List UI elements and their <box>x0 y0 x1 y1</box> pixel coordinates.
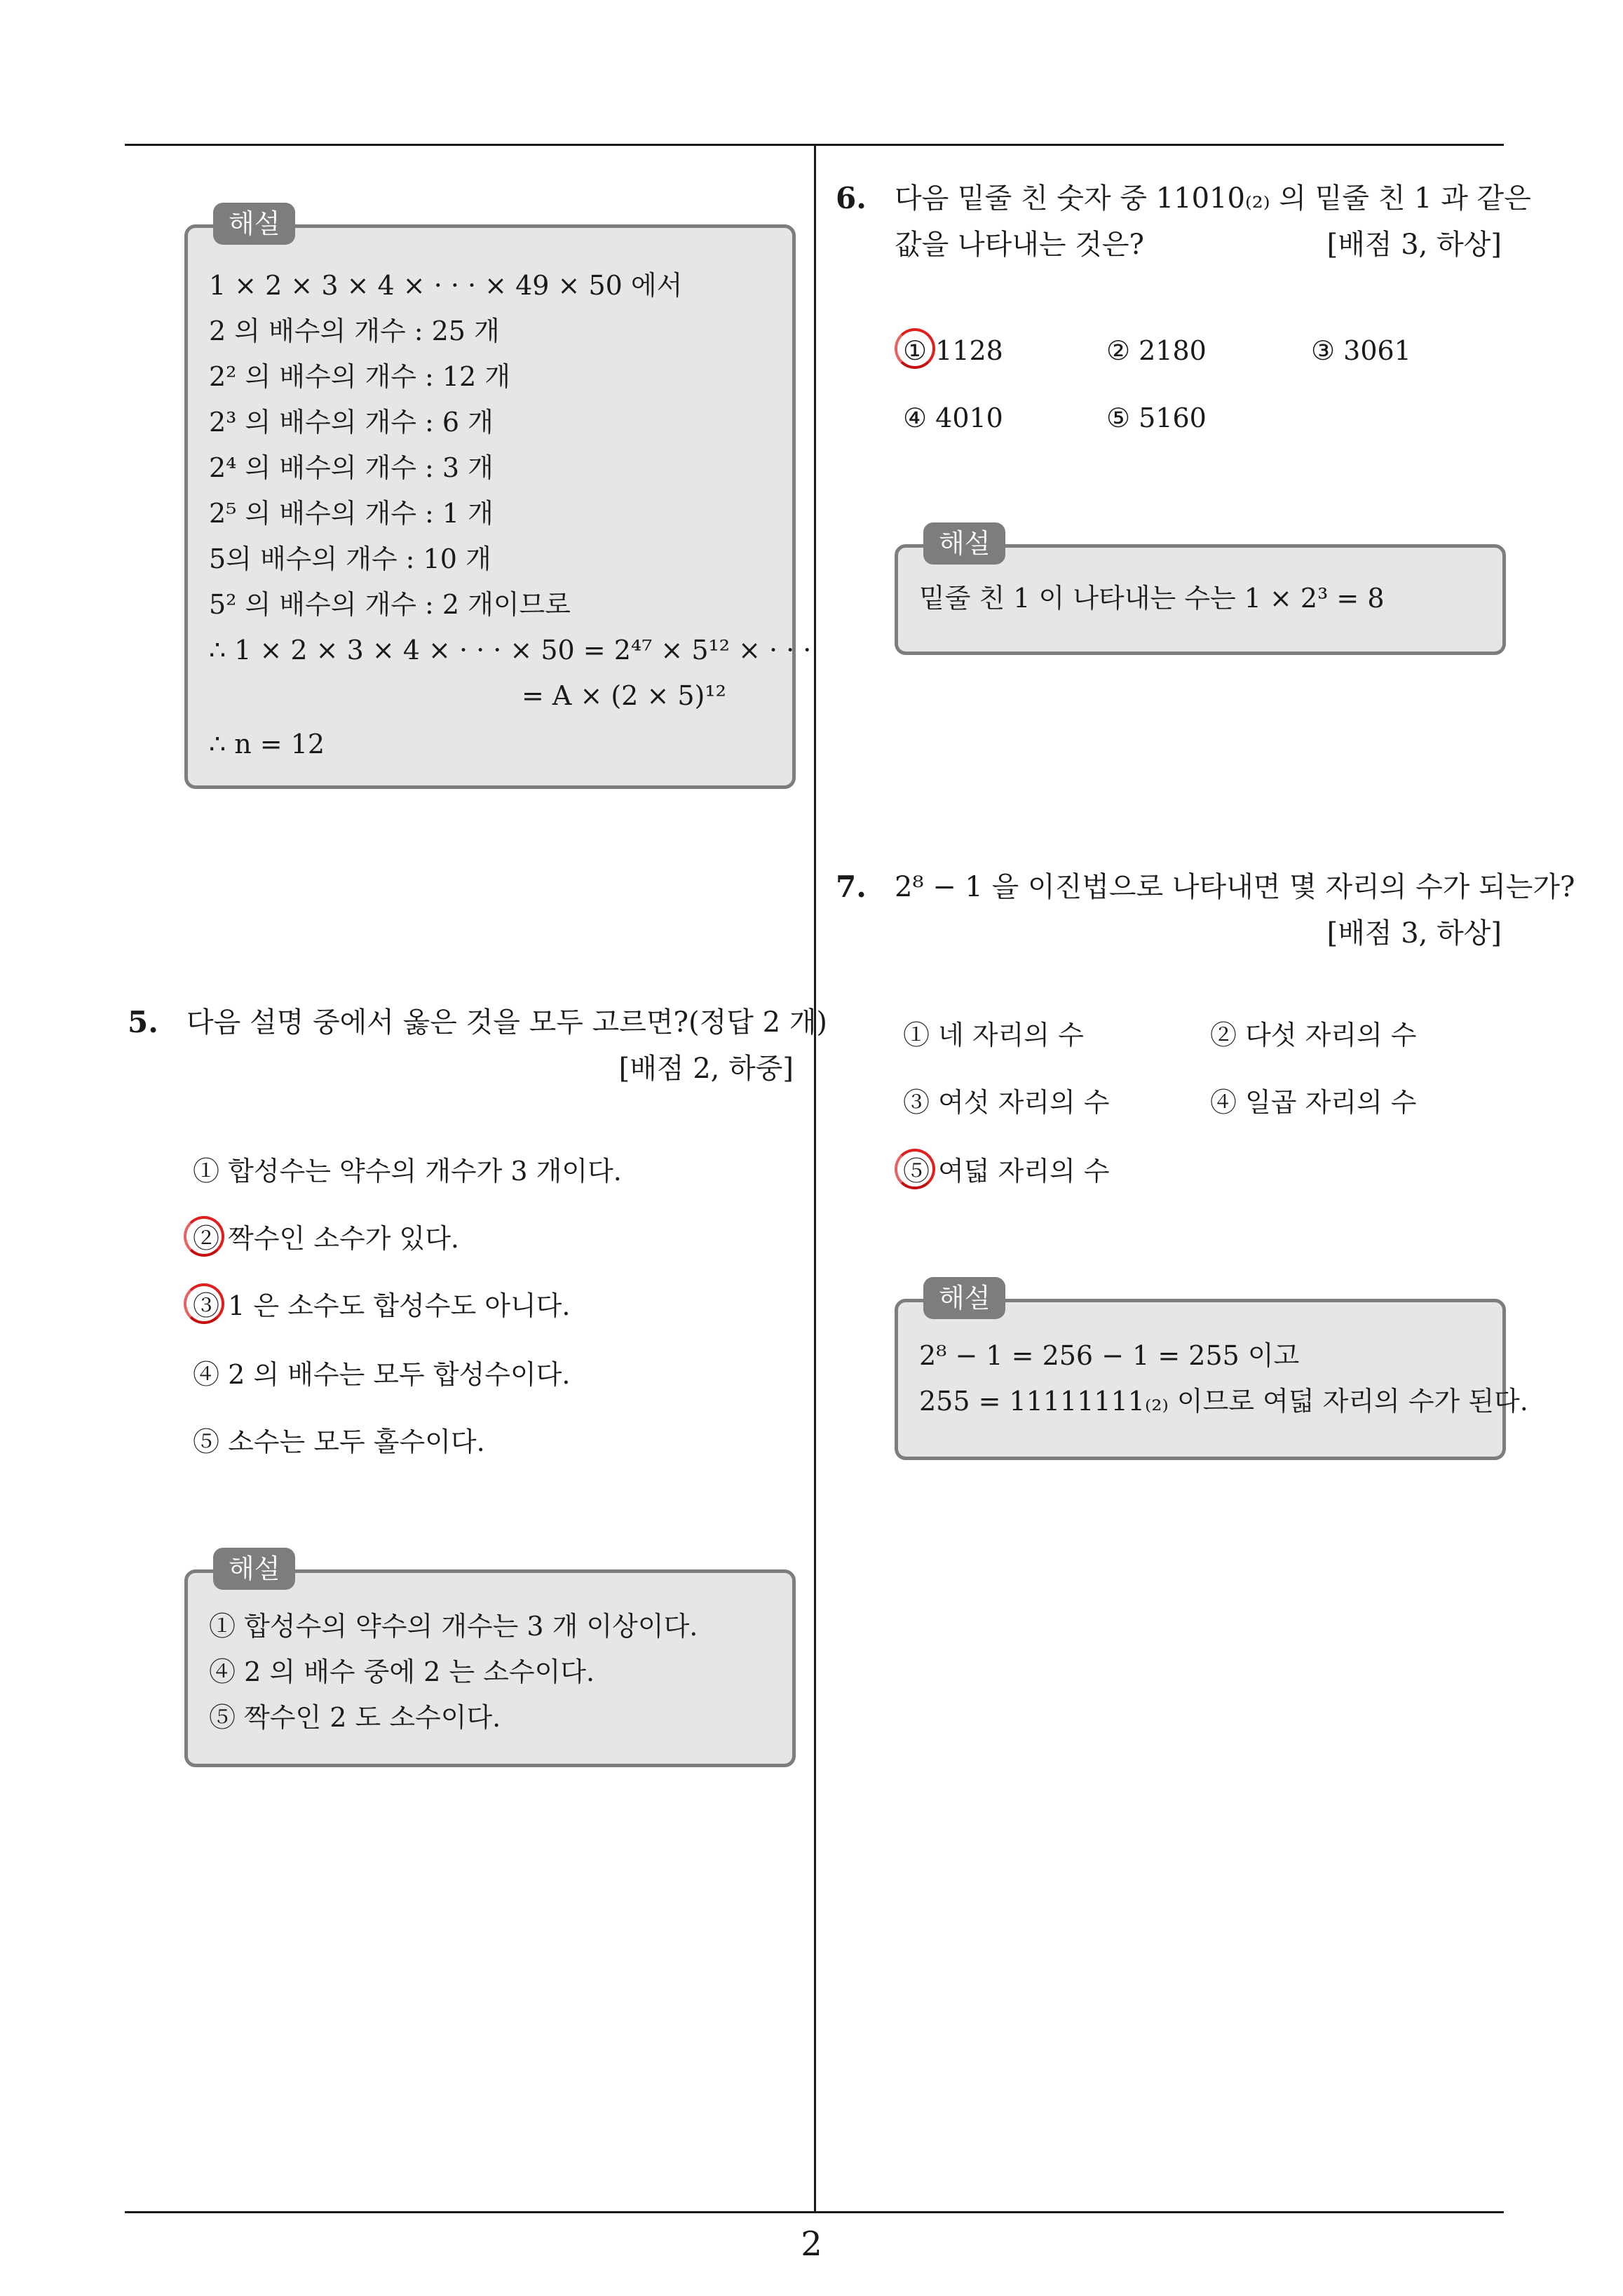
choice-1[interactable]: ① 합성수는 약수의 개수가 3 개이다. <box>193 1156 622 1187</box>
question-score: [배점 2, 하중] <box>618 1053 794 1085</box>
choice-5[interactable]: ⑤ 소수는 모두 홀수이다. <box>193 1426 485 1457</box>
explanation-box-q4 <box>184 208 812 789</box>
explanation-line: 1 × 2 × 3 × 4 × · · · × 49 × 50 에서 <box>209 270 683 301</box>
choice-4[interactable]: ④ 2 의 배수는 모두 합성수이다. <box>193 1359 571 1390</box>
explanation-line: ① 합성수의 약수의 개수는 3 개 이상이다. <box>209 1611 698 1642</box>
question-number: 7. <box>836 870 867 904</box>
explanation-label: 해설 <box>923 1277 1005 1319</box>
explanation-line: 2 의 배수의 개수 : 25 개 <box>209 316 500 346</box>
page-number: 2 <box>801 2224 822 2264</box>
choice-4[interactable]: ④ 일곱 자리의 수 <box>1210 1087 1417 1118</box>
explanation-line: 2⁴ 의 배수의 개수 : 3 개 <box>209 452 494 483</box>
explanation-line: 5² 의 배수의 개수 : 2 개이므로 <box>209 589 571 620</box>
explanation-box-q6 <box>895 528 1506 655</box>
explanation-line: 2³ 의 배수의 개수 : 6 개 <box>209 407 494 438</box>
question-number: 6. <box>836 181 867 215</box>
column-divider <box>814 144 816 2213</box>
explanation-label: 해설 <box>213 203 295 245</box>
explanation-line: = A × (2 × 5)¹² <box>522 680 726 711</box>
question-number: 5. <box>128 1005 158 1039</box>
explanation-line: 5의 배수의 개수 : 10 개 <box>209 543 491 574</box>
choice-3[interactable]: ③ 여섯 자리의 수 <box>903 1087 1110 1118</box>
question-text: 값을 나타내는 것은? <box>895 229 1144 261</box>
choice-1[interactable]: ① 네 자리의 수 <box>903 1020 1084 1051</box>
explanation-line: 255 = 11111111₍₂₎ 이므로 여덟 자리의 수가 된다. <box>919 1386 1528 1417</box>
choice-3[interactable]: ③ 3061 <box>1311 335 1411 366</box>
explanation-line: 2⁵ 의 배수의 개수 : 1 개 <box>209 498 494 529</box>
question-text: 다음 설명 중에서 옳은 것을 모두 고르면?(정답 2 개) <box>186 1006 827 1039</box>
choice-4[interactable]: ④ 4010 <box>903 403 1003 433</box>
question-text: 2⁸ − 1 을 이진법으로 나타내면 몇 자리의 수가 되는가? <box>895 871 1575 903</box>
explanation-label: 해설 <box>213 1548 295 1590</box>
question-text: 다음 밑줄 친 숫자 중 11010₍₂₎ 의 밑줄 친 1 과 같은 <box>895 182 1531 215</box>
choice-2[interactable]: ② 다섯 자리의 수 <box>1210 1020 1417 1051</box>
explanation-line: ⑤ 짝수인 2 도 소수이다. <box>209 1702 501 1733</box>
question-score: [배점 3, 하상] <box>1326 917 1502 950</box>
choice-1[interactable]: ① 1128 <box>903 335 1003 366</box>
choice-5[interactable]: ⑤ 여덟 자리의 수 <box>903 1156 1110 1187</box>
explanation-line: 2² 의 배수의 개수 : 12 개 <box>209 361 510 392</box>
question-6 <box>836 175 1531 274</box>
explanation-line: ∴ n = 12 <box>209 729 325 759</box>
question-score: [배점 3, 하상] <box>1326 229 1502 261</box>
explanation-box-q5 <box>184 1553 796 1767</box>
explanation-line: ∴ 1 × 2 × 3 × 4 × · · · × 50 = 2⁴⁷ × 5¹² × · · · <box>209 635 812 666</box>
explanation-line: ④ 2 의 배수 중에 2 는 소수이다. <box>209 1656 595 1687</box>
question-5 <box>128 999 827 1098</box>
explanation-label: 해설 <box>923 522 1005 565</box>
explanation-line: 밑줄 친 1 이 나타내는 수는 1 × 2³ = 8 <box>919 583 1385 614</box>
bottom-rule <box>125 2211 1504 2213</box>
choice-2[interactable]: ② 짝수인 소수가 있다. <box>193 1223 459 1254</box>
question-7 <box>836 864 1575 962</box>
choice-5[interactable]: ⑤ 5160 <box>1106 403 1207 433</box>
explanation-box-q7 <box>895 1283 1528 1460</box>
choice-2[interactable]: ② 2180 <box>1106 335 1207 366</box>
explanation-line: 2⁸ − 1 = 256 − 1 = 255 이고 <box>919 1340 1300 1371</box>
choice-3[interactable]: ③ 1 은 소수도 합성수도 아니다. <box>193 1290 571 1321</box>
